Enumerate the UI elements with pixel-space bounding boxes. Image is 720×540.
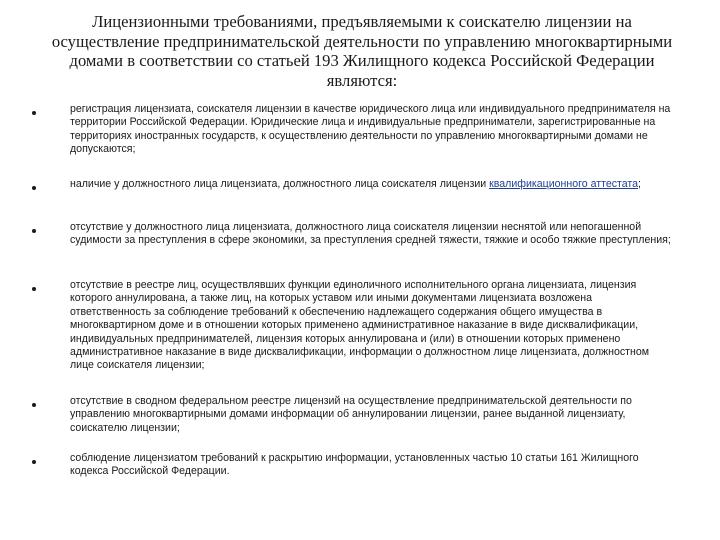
bullet-icon — [32, 460, 36, 464]
list-item-text: отсутствие в реестре лиц, осуществлявших функции единоличного исполнительного органа лицензиата, лицензия которого аннулирована, а также лиц, на которых уставом или иными документами лицензиата возложена ответственность за соблюдение требований к обеспечению надлежащего содержания общего имущества в многоквартирном доме и в отношении которых применено административное наказание в виде дисквалификации, индивидуальных предпринимателей, лицензия которых аннулирована и (или) в отношении которых применено административное наказание в виде дисквалификации, информации о должностном лице лицензиата, должностном лице соискателя лицензии; — [70, 279, 650, 372]
list-item-text-part: наличие у должностного лица лицензиата, должностного лица соискателя лицензии — [70, 178, 490, 190]
list-item-text: регистрация лицензиата, соискателя лицензии в качестве юридического лица или индивидуального предпринимателя на территории Российской Федерации. Юридические лица и индивидуальные предприниматели, зарегистрированные на территориях иностранных государств, к осуществлению деятельности по управлению многоквартирными домами не допускаются; — [70, 103, 671, 156]
bullet-icon — [32, 186, 36, 190]
bullet-icon — [32, 287, 36, 291]
list-item-text — [70, 178, 674, 191]
bullet-icon — [32, 229, 36, 233]
page-title: Лицензионными требованиями, предъявляемыми к соискателю лицензии на осуществление предпринимательской деятельности по управлению многоквартирными домами в соответствии со статьей 193 Жилищного кодекса Российской Федерации являются: — [51, 12, 673, 90]
list-item-text: отсутствие в сводном федеральном реестре лицензий на осуществление предпринимательской деятельности по управлению многоквартирными домами информации об аннулировании лицензии, ранее выданной лицензиату, соискателю лицензии; — [70, 395, 632, 434]
bullet-icon — [32, 111, 36, 115]
list-item-text-part: ; — [638, 178, 641, 190]
qualification-certificate-link[interactable]: квалификационного аттестата — [489, 178, 639, 190]
list-item-text: отсутствие у должностного лица лицензиата, должностного лица соискателя лицензии неснятой или непогашенной судимости за преступления в сфере экономики, за преступления средней тяжести, тяжкие и особо тяжкие преступления; — [70, 221, 671, 247]
bullet-icon — [32, 403, 36, 407]
list-item-text: соблюдение лицензиатом требований к раскрытию информации, установленных частью 10 статьи 161 Жилищного кодекса Российской Федерации. — [70, 452, 639, 478]
